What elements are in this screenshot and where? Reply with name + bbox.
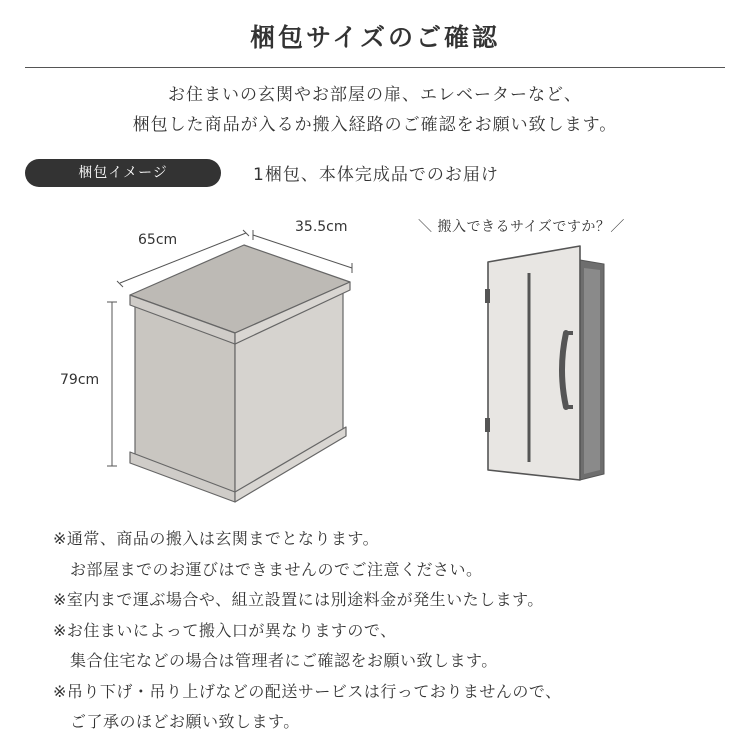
door-illustration — [485, 246, 604, 480]
width-label: 65cm — [138, 232, 178, 248]
delivery-note: 1梱包、本体完成品でのお届け — [253, 165, 499, 185]
note-line: ※通常、商品の搬入は玄関までとなります。 — [53, 529, 380, 548]
package-image-badge: 梱包イメージ — [25, 159, 221, 187]
height-label: 79cm — [60, 372, 100, 388]
notes-list — [53, 524, 562, 738]
note-line: ※お住まいによって搬入口が異なりますので、 — [53, 620, 397, 640]
door-caption: ＼ 搬入できるサイズですか？／ — [418, 219, 625, 235]
depth-label: 35.5cm — [295, 219, 348, 235]
note-line: 集合住宅などの場合は管理者にご確認をお願い致します。 — [70, 651, 498, 670]
package-box — [130, 245, 350, 502]
page-title: 梱包サイズのご確認 — [249, 23, 500, 52]
note-line: ご了承のほどお願い致します。 — [70, 712, 300, 731]
door-panel — [488, 246, 580, 480]
door-hinge-top — [485, 289, 490, 303]
note-line: ※室内まで運ぶ場合や、組立設置には別途料金が発生いたします。 — [53, 590, 544, 609]
note-line: ※吊り下げ・吊り上げなどの配送サービスは行っておりませんので、 — [53, 681, 562, 701]
intro-line: お住まいの玄関やお部屋の扉、エレベーターなど、 — [168, 85, 582, 105]
door-hinge-bottom — [485, 418, 490, 432]
note-line: お部屋までのお運びはできませんのでご注意ください。 — [70, 559, 483, 579]
intro-line: 梱包した商品が入るか搬入経路のご確認をお願い致します。 — [132, 115, 618, 135]
